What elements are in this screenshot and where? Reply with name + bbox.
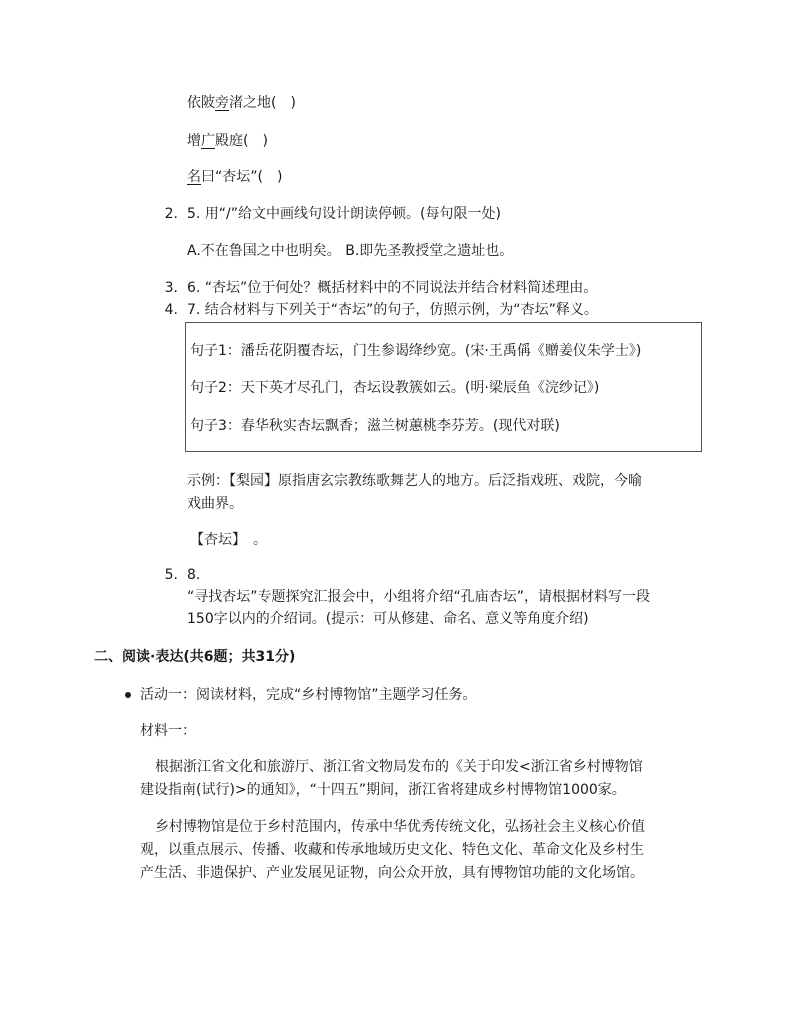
q4-item-1-pre: 依陂: [187, 95, 215, 111]
q8-prompt-line-1: “寻找杏坛”专题探究汇报会中，小组将介绍“孔庙杏坛”，请根据材料写一段: [187, 589, 651, 605]
material-1-para-1-line-1: 根据浙江省文化和旅游厅、浙江省文物局发布的《关于印发<浙江省乡村博物馆: [155, 759, 643, 775]
q7-answer-label: 【杏坛】 。: [190, 532, 267, 548]
activity-bullet: [125, 692, 131, 698]
section-2-title: 二、阅读·表达(共6题；共31分): [94, 649, 296, 665]
q4-item-3: [187, 167, 282, 187]
q4-item-2: [187, 131, 268, 151]
q7-sentence-1: 句子1：潘岳花阴覆杏坛，门生参谒绛纱宽。(宋·王禹偁《赠姜仪朱学士》): [190, 343, 642, 359]
q8-prompt-line-2: 150字以内的介绍词。(提示：可从修建、命名、意义等角度介绍): [187, 611, 589, 627]
q7-example-line-1: 示例：【梨园】原指唐玄宗教练歌舞艺人的地方。后泛指戏班、戏院，今喻: [187, 473, 642, 489]
q4-item-3-underlined: 名: [187, 169, 201, 185]
q7-example-line-2: 戏曲界。: [187, 496, 243, 512]
q7-sentence-2: 句子2：天下英才尽孔门，杏坛设教簇如云。(明·梁辰鱼《浣纱记》): [190, 380, 600, 396]
material-1-para-2-line-2: 观，以重点展示、传播、收藏和传承地域历史文化、特色文化、革命文化及乡村生: [140, 842, 644, 858]
activity-1-text: 活动一：阅读材料，完成“乡村博物馆”主题学习任务。: [140, 687, 477, 703]
q6-number: 3.: [164, 280, 178, 296]
q4-item-2-pre: 增: [187, 133, 201, 149]
q5-options: A.不在鲁国之中也明矣。 B.即先圣教授堂之遗址也。: [187, 243, 514, 259]
q8-number: 5.: [164, 567, 178, 583]
q4-item-3-post: 曰“杏坛”( ): [201, 169, 283, 185]
q4-item-2-post: 殿庭( ): [215, 133, 268, 149]
q6-prompt: 6. “杏坛”位于何处？概括材料中的不同说法并结合材料简述理由。: [187, 280, 598, 296]
material-1-label: 材料一：: [140, 723, 196, 739]
q7-sentence-3: 句子3：春华秋实杏坛飘香；滋兰树蕙桃李芬芳。(现代对联): [190, 418, 560, 434]
q8-label: 8.: [187, 567, 201, 583]
q4-item-2-underlined: 广: [201, 133, 215, 149]
q4-item-1-post: 渚之地( ): [229, 95, 296, 111]
q7-prompt: 7. 结合材料与下列关于“杏坛”的句子，仿照示例，为“杏坛”释义。: [187, 302, 598, 318]
q7-number: 4.: [164, 302, 178, 318]
material-1-para-2-line-1: 乡村博物馆是位于乡村范围内，传承中华优秀传统文化，弘扬社会主义核心价值: [155, 819, 645, 835]
q5-prompt: 5. 用“/”给文中画线句设计朗读停顿。(每句限一处): [187, 206, 501, 222]
q5-number: 2.: [164, 206, 178, 222]
material-1-para-1-line-2: 建设指南(试行)>的通知》，“十四五”期间，浙江省将建成乡村博物馆1000家。: [140, 782, 626, 798]
q4-item-1-underlined: 旁: [215, 95, 229, 111]
material-1-para-2-line-3: 产生活、非遗保护、产业发展见证物，向公众开放，具有博物馆功能的文化场馆。: [140, 865, 644, 881]
q4-item-1: [187, 93, 296, 113]
